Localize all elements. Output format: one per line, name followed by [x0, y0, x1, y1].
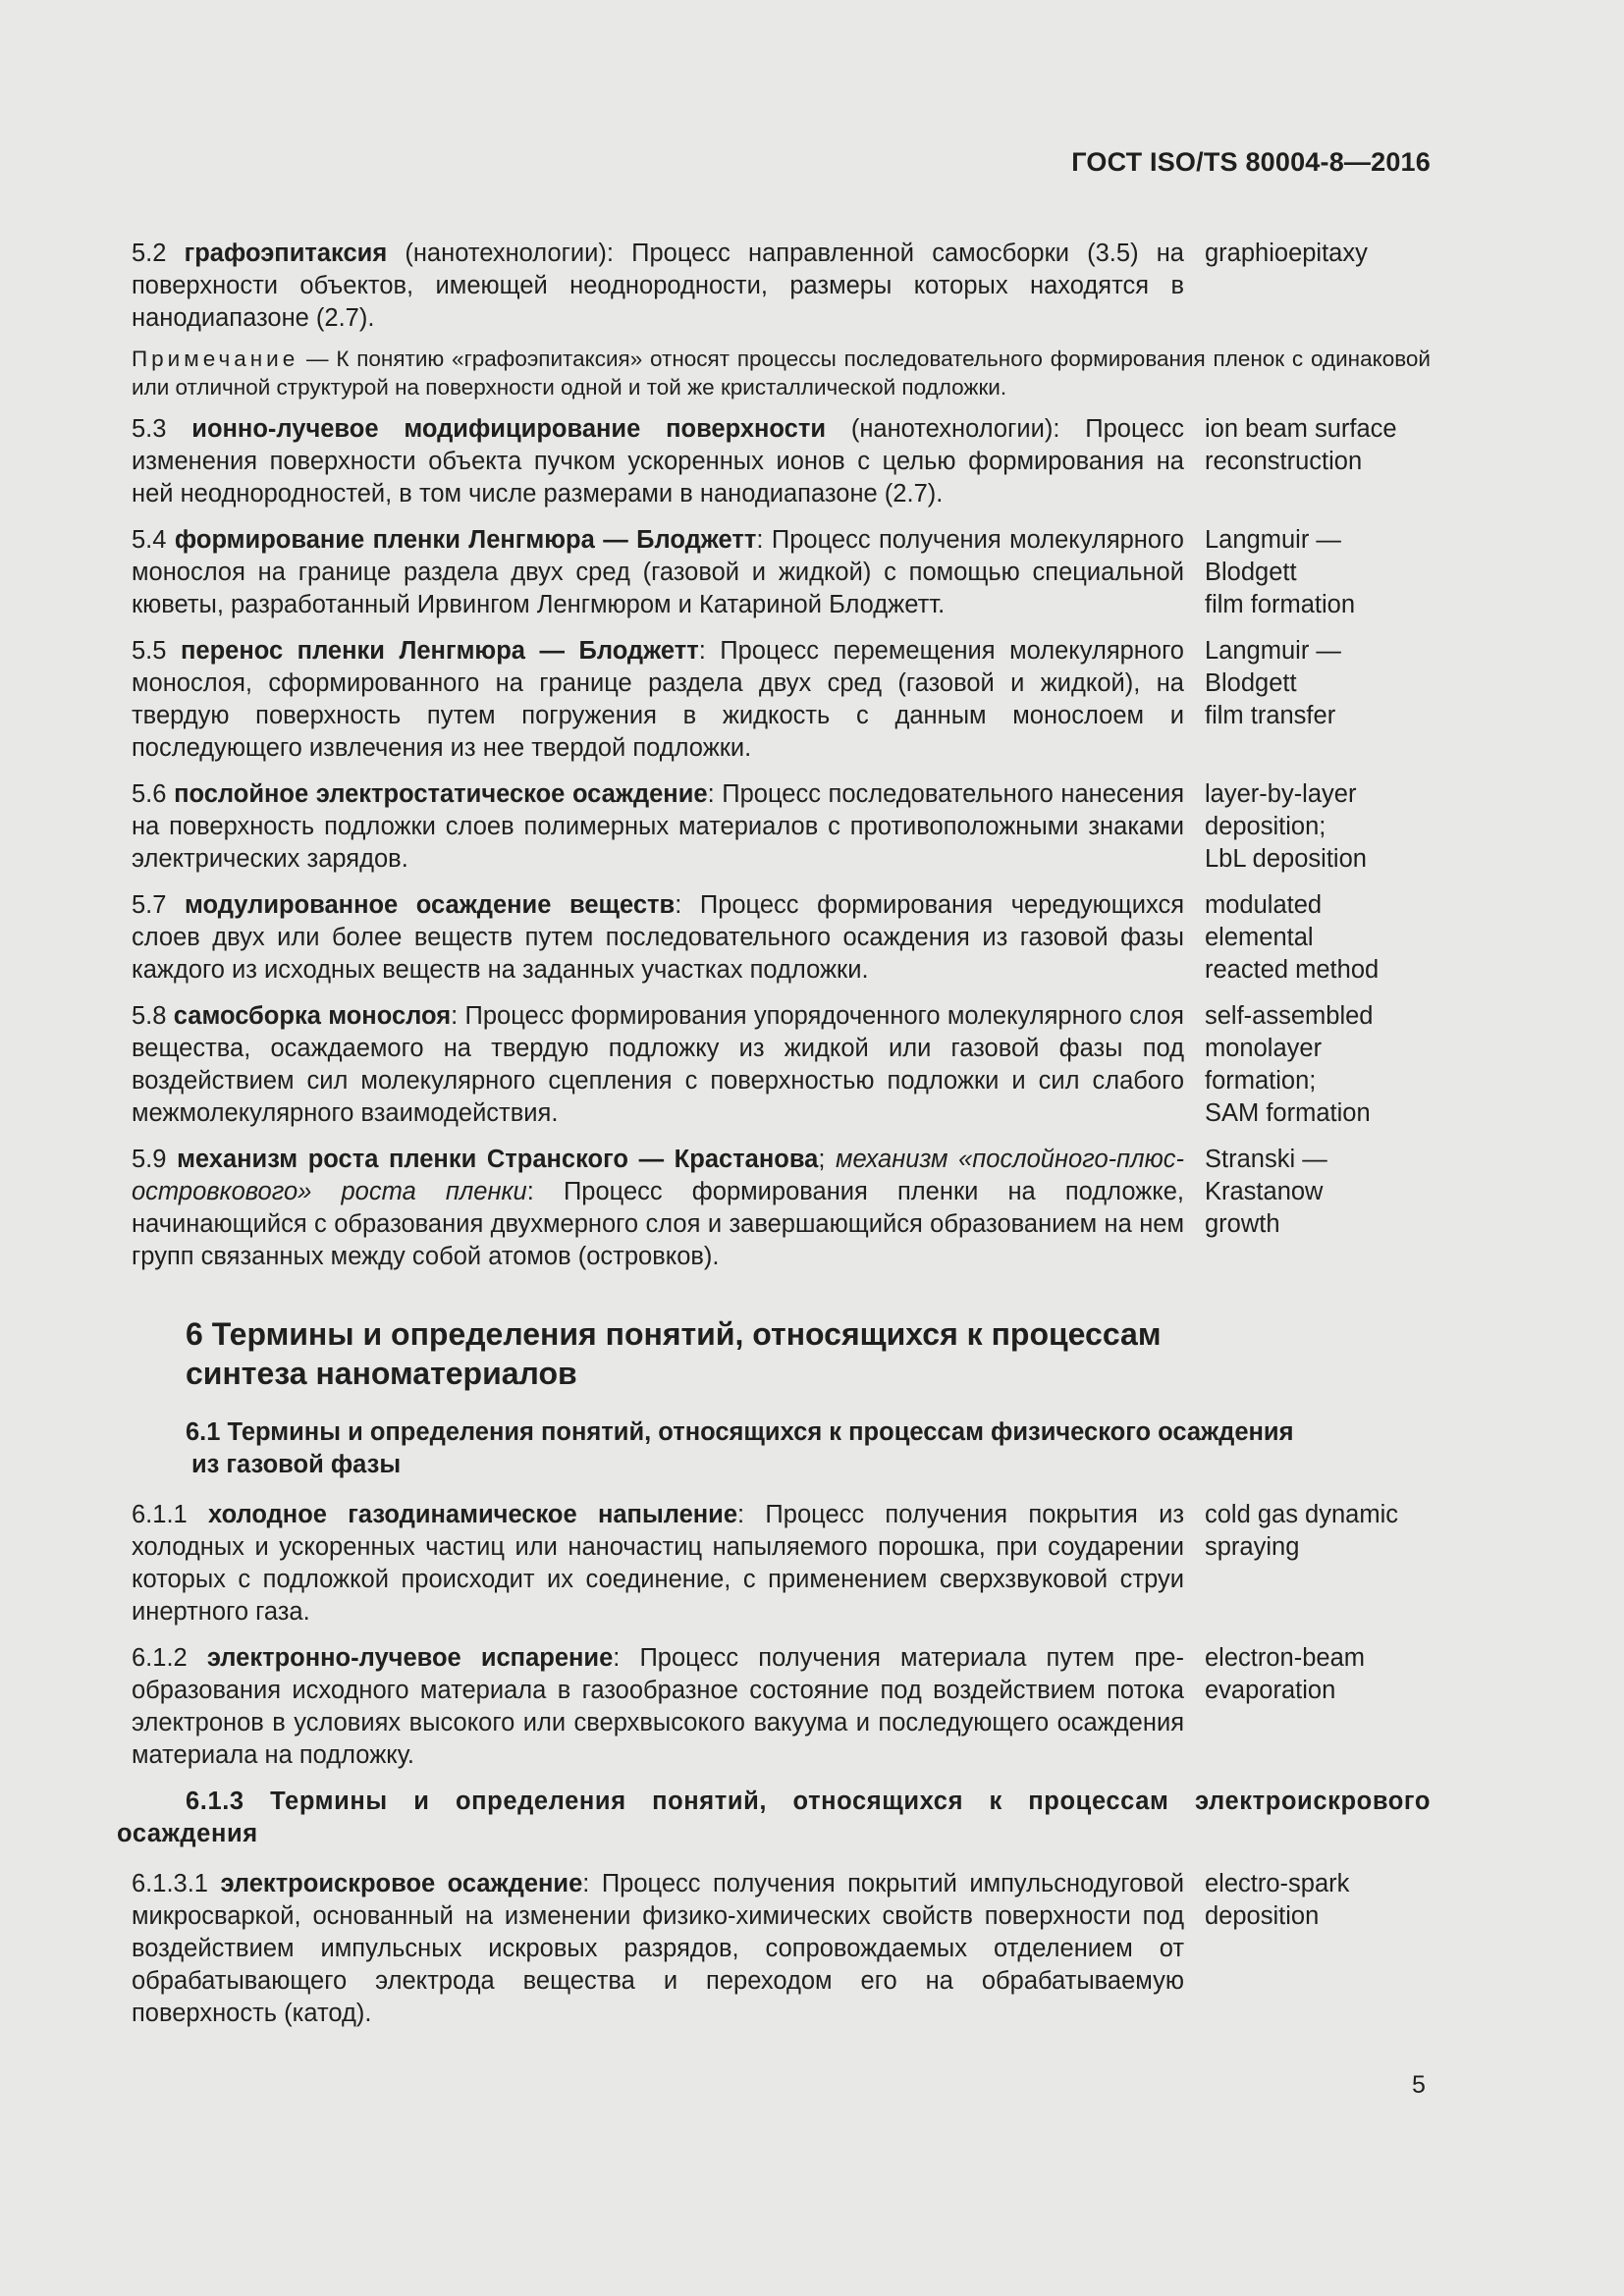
term-definition [132, 635, 1184, 765]
term-number: 5.8 [132, 1002, 167, 1030]
document-body [117, 238, 1431, 2044]
term-definition [132, 889, 1184, 987]
term-definition-text: (нанотехнологии): Процесс направленной самосборки (3.5) на поверхности объектов, имеющей неоднородности, размеры которых находятся в нанодиапазоне (2.7). [132, 240, 1184, 332]
term-number: 6.1.2 [132, 1644, 188, 1672]
term-definition-text: : Процесс перемещения молекулярного монослоя, сформированного на границе раздела двух сред (газовой и жидкой), на твердую поверхность путем погружения в жидкость с данным монослоем и последующего извлечения из нее твердой подложки. [132, 637, 1184, 762]
term-name: механизм роста пленки Странского — Крастанова [177, 1146, 819, 1173]
term-number: 6.1.3.1 [132, 1870, 208, 1897]
term-name: самосборка монослоя [173, 1002, 452, 1030]
term-english: Langmuir — Blodgett film formation [1205, 526, 1356, 618]
section-6-1-heading [186, 1416, 1431, 1481]
term-definition-text: (нанотехнологии): Процесс изменения поверхности объекта пучком ускоренных ионов с целью формирования на ней неоднородностей, в том числе размерами в нанодиапазоне (2.7). [132, 415, 1184, 507]
term-definition [132, 1868, 1184, 2030]
term-name: графоэпитаксия [184, 240, 388, 267]
term-entry [132, 1868, 1431, 2030]
term-english: electro-spark deposition [1205, 1870, 1350, 1930]
term-english: cold gas dynamic spraying [1205, 1501, 1399, 1561]
term-definition [132, 413, 1184, 510]
term-number: 6.1.1 [132, 1501, 188, 1528]
term-english: layer-by-layer deposition; LbL deposition [1205, 780, 1367, 873]
term-number: 5.2 [132, 240, 167, 267]
term-english: electron-beam evaporation [1205, 1644, 1365, 1704]
term-definition-text: : Процесс получения покрытий импульснодуговой микросваркой, основанный на изменении физико-химических свойств поверхности под воздействием импульсных искровых разрядов, сопровождаемых отделением от обрабатывающего электрода вещества и переходом его на обрабатываемую поверхность (катод). [132, 1870, 1184, 2027]
term-number: 5.5 [132, 637, 167, 665]
term-name: ионно-лучевое модифицирование поверхности [191, 415, 826, 443]
note [132, 345, 1431, 401]
term-entry [132, 1642, 1431, 1772]
term-definition-text: : Процесс формирования чередующихся слоев двух или более веществ путем последовательного осаждения из газовой фазы каждого из исходных веществ на заданных участках подложки. [132, 891, 1184, 984]
term-entry [132, 889, 1431, 987]
term-name: послойное электростатическое осаждение [174, 780, 708, 808]
section-6-1-3-heading: 6.1.3 Термины и определения понятий, относящихся к процессам электроискрового осаждения [117, 1788, 1431, 1847]
term-number: 5.6 [132, 780, 167, 808]
term-english: modulated elemental reacted method [1205, 891, 1380, 984]
term-english: graphioepitaxy [1205, 240, 1368, 267]
section-6-title-line2: синтеза наноматериалов [186, 1356, 577, 1391]
term-definition [132, 1642, 1184, 1772]
term-definition [132, 1000, 1184, 1130]
document-header: ГОСТ ISO/TS 80004-8—2016 [1071, 147, 1431, 177]
term-number: 5.7 [132, 891, 167, 919]
term-english: Stranski — Krastanow growth [1205, 1146, 1327, 1238]
term-definition-text: : Процесс формирования пленки на подложке, начинающийся с образования двухмерного слоя и завершающийся образованием на нем групп связанных между собой атомов (островков). [132, 1178, 1185, 1270]
section-6-heading [186, 1314, 1431, 1393]
term-number: 5.9 [132, 1146, 167, 1173]
term-definition [132, 524, 1184, 621]
terms-group-5-2 [132, 238, 1431, 335]
term-definition-text: : Процесс формирования упорядоченного молекулярного слоя вещества, осаждаемого на твердую подложку из жидкой или газовой фазы под воздействием сил молекулярного сцепления с поверхностью подложки и сил слабого межмолекулярного взаимодействия. [132, 1002, 1184, 1127]
term-name: холодное газодинамическое напыление [208, 1501, 738, 1528]
term-english: self-assembled monolayer formation; SAM formation [1205, 1002, 1374, 1127]
section-6-1-title-line1: 6.1 Термины и определения понятий, относящихся к процессам физического осаждения [186, 1418, 1294, 1446]
term-definition [132, 1499, 1184, 1629]
term-entry [132, 1499, 1431, 1629]
term-definition-text: : Процесс последовательного нанесения на поверхность подложки слоев полимерных материалов с противоположными знаками электрических зарядов. [132, 780, 1184, 873]
page-number: 5 [1412, 2071, 1426, 2099]
term-definition-text: : Процесс получения материала путем преобразования исходного материала в газообразное состояние под воздействием потока электронов в условиях высокого или сверхвысокого вакуума и последующего осаждения материала на подложку. [132, 1644, 1184, 1769]
term-name: электронно-лучевое испарение [206, 1644, 614, 1672]
term-entry [132, 413, 1431, 510]
term-english: ion beam surface reconstruction [1205, 415, 1397, 475]
term-definition [132, 238, 1184, 335]
term-separator: ; [818, 1146, 837, 1173]
terms-group-5 [132, 413, 1431, 1273]
term-entry [132, 1144, 1431, 1273]
section-6-title-line1: 6 Термины и определения понятий, относящихся к процессам [186, 1316, 1162, 1352]
term-definition [132, 778, 1184, 876]
term-english: Langmuir — Blodgett film transfer [1205, 637, 1341, 729]
term-entry [132, 1000, 1431, 1130]
term-synonym: механизм «послойного-плюс-островкового» роста пленки [132, 1146, 1184, 1205]
note-text: — К понятию «графоэпитаксия» относят процессы последовательного формирования пленок с одинаковой или отличной структурой на поверхности одной и той же кристаллической подложки. [132, 347, 1431, 400]
term-definition-text: : Процесс получения покрытия из холодных и ускоренных частиц или наночастиц напыляемого порошка, при соударении которых с подложкой происходит их соединение, с применением сверхзвуковой струи инертного газа. [132, 1501, 1185, 1626]
term-entry [132, 524, 1431, 621]
term-entry [132, 238, 1431, 335]
terms-group-6-1-3 [132, 1868, 1431, 2030]
term-number: 5.3 [132, 415, 167, 443]
term-number: 5.4 [132, 526, 167, 554]
term-entry [132, 635, 1431, 765]
section-6-1-title-line2: из газовой фазы [191, 1451, 402, 1478]
term-name: модулированное осаждение веществ [185, 891, 676, 919]
term-name: электроискровое осаждение [220, 1870, 583, 1897]
note-label: Примечание [132, 347, 299, 371]
term-definition [132, 1144, 1184, 1273]
term-definition-text: : Процесс получения молекулярного монослоя на границе раздела двух сред (газовой и жидкой) с помощью специальной кюветы, разработанный Ирвингом Ленгмюром и Катариной Блоджетт. [132, 526, 1184, 618]
term-entry [132, 778, 1431, 876]
term-name: формирование пленки Ленгмюра — Блоджетт [174, 526, 757, 554]
terms-group-6-1 [132, 1499, 1431, 1772]
term-name: перенос пленки Ленгмюра — Блоджетт [180, 637, 699, 665]
